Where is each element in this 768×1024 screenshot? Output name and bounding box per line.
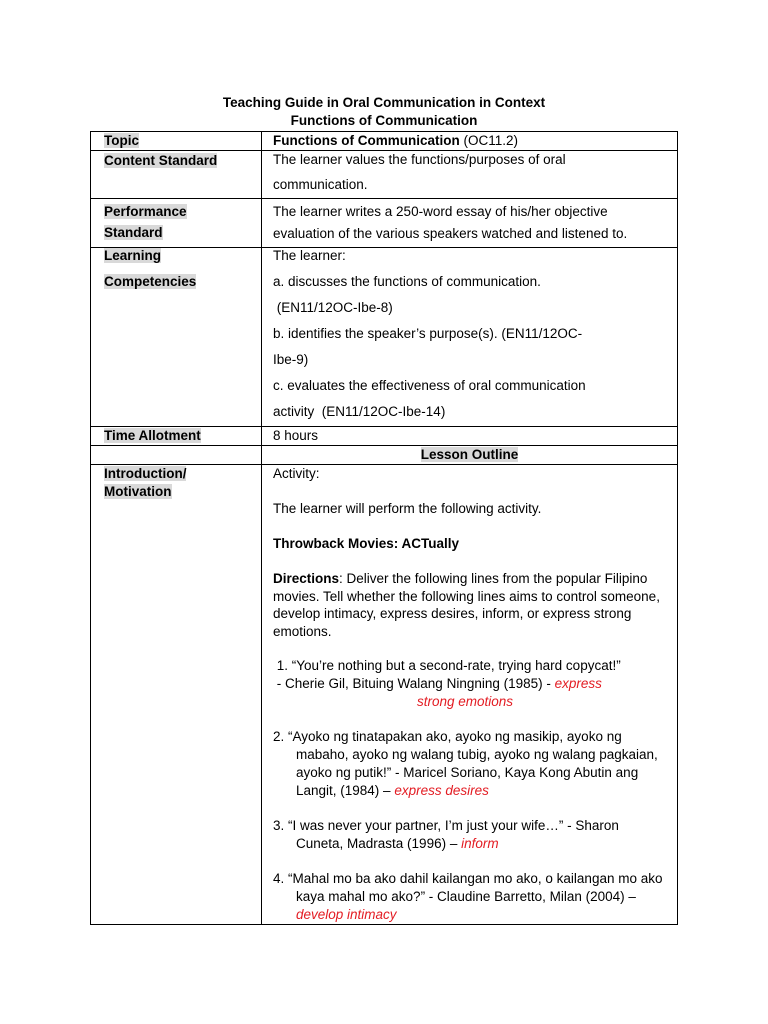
content-standard-label: Content Standard xyxy=(104,153,218,168)
quote-1-line2: - Cherie Gil, Bituing Walang Ningning (1985) - express xyxy=(273,676,602,691)
content-standard-value-cell xyxy=(262,151,678,199)
time-allotment-value-cell xyxy=(262,427,678,446)
quote-item xyxy=(273,817,669,853)
learning-competencies-line: (EN11/12OC-Ibe-8) xyxy=(273,300,393,315)
learning-competencies-line: a. discusses the functions of communication. xyxy=(273,274,541,289)
table-row-introduction xyxy=(91,465,678,925)
learning-competencies-line: activity (EN11/12OC-Ibe-14) xyxy=(273,404,446,419)
learning-competencies-value-cell xyxy=(262,248,678,427)
performance-standard-value-cell xyxy=(262,199,678,248)
introduction-label-cell xyxy=(91,465,262,925)
quote-4-text: 4. “Mahal mo ba ako dahil kailangan mo ako, o kailangan mo ako kaya mahal mo ako?” - Claudine Barretto, Milan (2004) – xyxy=(273,871,663,904)
performance-standard-line1: The learner writes a 250-word essay of his/her objective xyxy=(273,204,608,219)
quote-3-text: 3. “I was never your partner, I’m just your wife…” - Sharon Cuneta, Madrasta (1996) – xyxy=(273,818,619,851)
topic-value-cell xyxy=(262,132,678,151)
quote-1-answer-cont: strong emotions xyxy=(417,694,514,709)
learning-competencies-line: The learner: xyxy=(273,248,346,263)
performance-standard-label-cell xyxy=(91,199,262,248)
directions-label: Directions xyxy=(273,571,340,586)
directions-paragraph xyxy=(273,570,669,640)
quote-4-answer: develop intimacy xyxy=(296,907,397,922)
learning-competencies-label-line2: Competencies xyxy=(104,274,197,289)
learning-competencies-label-line1: Learning xyxy=(104,248,162,263)
table-row-performance-standard xyxy=(91,199,678,248)
learning-competencies-line: b. identifies the speaker’s purpose(s). (EN11/12OC- xyxy=(273,326,583,341)
topic-label-cell xyxy=(91,132,262,151)
lesson-outline-heading: Lesson Outline xyxy=(420,447,519,462)
time-allotment-label: Time Allotment xyxy=(104,428,201,443)
time-allotment-label-cell xyxy=(91,427,262,446)
introduction-content-cell xyxy=(262,465,678,925)
content-standard-line2: communication. xyxy=(273,177,368,192)
lesson-outline-cell xyxy=(262,446,678,465)
directions-text: : Deliver the following lines from the popular Filipino movies. Tell whether the following lines aims to control someone, develop intimacy, express desires, inform, or express strong emotions. xyxy=(273,571,660,639)
quote-3-answer: inform xyxy=(461,836,499,851)
quote-1-line3 xyxy=(273,693,669,711)
content-standard-label-cell xyxy=(91,151,262,199)
topic-code: (OC11.2) xyxy=(459,133,519,148)
teaching-guide-table xyxy=(90,131,678,925)
introduction-label-line2: Motivation xyxy=(104,484,172,499)
activity-title: Throwback Movies: ACTually xyxy=(273,536,460,551)
quote-2-text: 2. “Ayoko ng tinatapakan ako, ayoko ng masikip, ayoko ng mabaho, ayoko ng walang tubig, ayoko ng walang pagkaian, ayoko ng putik!” - Maricel Soriano, Kaya Kong Abutin ang Langit, (1984) – xyxy=(273,729,658,798)
table-row-learning-competencies xyxy=(91,248,678,427)
quote-1-line1: 1. “You’re nothing but a second-rate, trying hard copycat!” xyxy=(273,658,621,673)
lesson-outline-empty-cell xyxy=(91,446,262,465)
topic-value: Functions of Communication xyxy=(273,133,460,148)
activity-instruction: The learner will perform the following activity. xyxy=(273,501,542,516)
table-row-topic xyxy=(91,132,678,151)
learning-competencies-label-cell xyxy=(91,248,262,427)
document-subtitle: Functions of Communication xyxy=(290,113,478,128)
table-row-content-standard xyxy=(91,151,678,199)
quote-2-answer: express desires xyxy=(394,783,489,798)
content-standard-line1: The learner values the functions/purposes of oral xyxy=(273,152,566,167)
table-row-time-allotment xyxy=(91,427,678,446)
performance-standard-label-line2: Standard xyxy=(104,225,163,240)
topic-label: Topic xyxy=(104,133,139,148)
learning-competencies-line: c. evaluates the effectiveness of oral communication xyxy=(273,378,586,393)
performance-standard-line2: evaluation of the various speakers watched and listened to. xyxy=(273,226,628,241)
performance-standard-label-line1: Performance xyxy=(104,204,187,219)
document-title: Teaching Guide in Oral Communication in Context xyxy=(222,95,546,110)
quote-item xyxy=(273,870,669,924)
quote-1-answer: express xyxy=(554,676,602,691)
quote-item xyxy=(273,728,669,800)
time-allotment-value: 8 hours xyxy=(273,428,319,443)
learning-competencies-line: Ibe-9) xyxy=(273,352,309,367)
quote-item xyxy=(273,657,669,711)
activity-label: Activity: xyxy=(273,466,320,481)
table-row-lesson-outline xyxy=(91,446,678,465)
introduction-label-line1: Introduction/ xyxy=(104,466,187,481)
